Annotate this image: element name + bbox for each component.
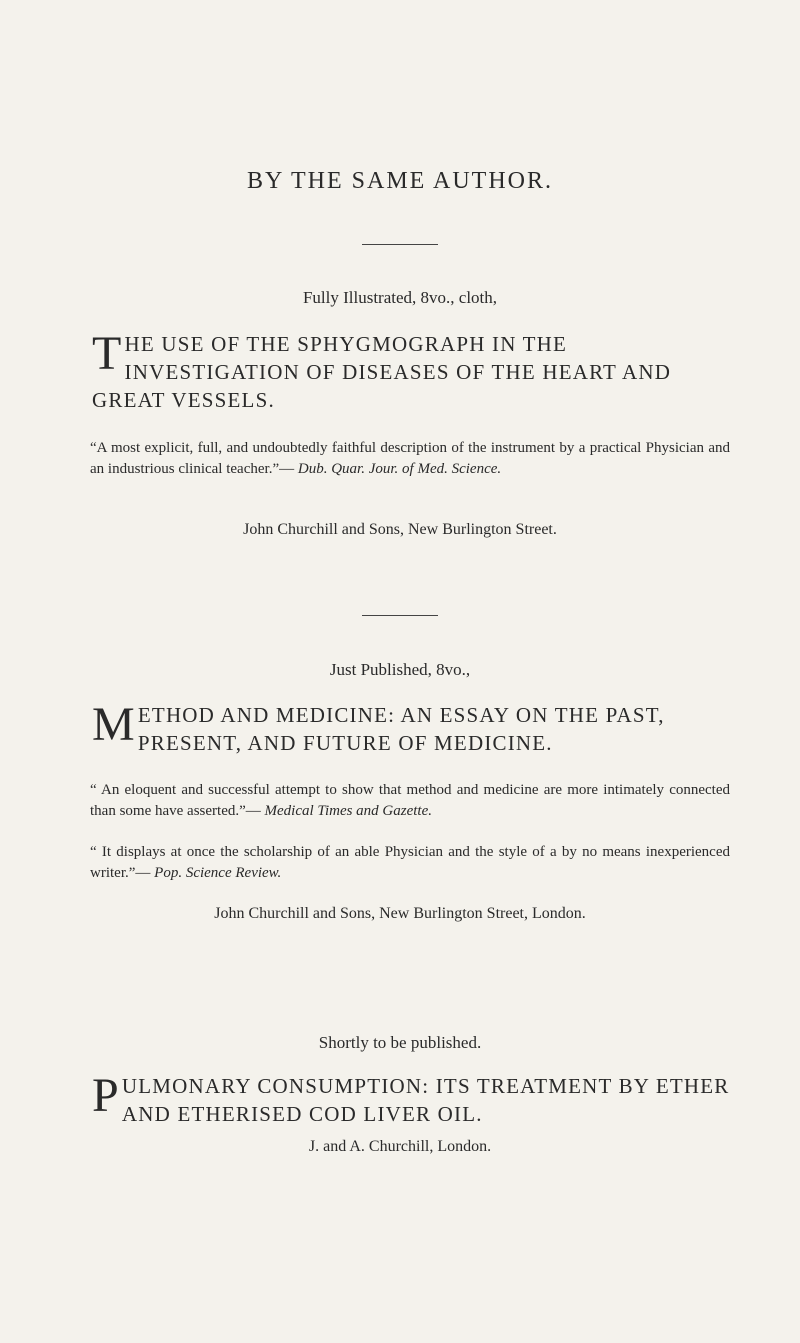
entry-1-drop-cap: T <box>92 327 123 380</box>
quote-text: “A most explicit, full, and undoubtedly faithful description of the instrument by a practical Physician and an industrious clinical teacher.”— <box>90 440 730 477</box>
entry-1-publisher: John Churchill and Sons, New Burlington Street. <box>243 521 557 538</box>
entry-3-intro: Shortly to be published. <box>318 1033 482 1052</box>
entry-1-title-text: HE USE OF THE SPHYGMOGRAPH IN THE INVESTIGATION OF DISEASES OF THE HEART AND GREAT VESSELS. <box>92 332 672 412</box>
quote-source: Pop. Science Review. <box>154 865 282 881</box>
divider-rule <box>362 244 438 245</box>
entry-2-title <box>92 698 732 757</box>
entry-2-drop-cap: M <box>92 698 136 751</box>
page-heading: BY THE SAME AUTHOR. <box>246 168 554 194</box>
quote-text: “ It displays at once the scholarship of an able Physician and the style of a by no means inexperienced writer.”— <box>90 844 730 881</box>
entry-3-publisher: J. and A. Churchill, London. <box>308 1138 492 1155</box>
entry-2-review-quote <box>90 780 730 822</box>
entry-1-title <box>92 327 732 414</box>
entry-3-title <box>92 1069 732 1128</box>
entry-1-intro: Fully Illustrated, 8vo., cloth, <box>302 288 498 307</box>
entry-2-intro: Just Published, 8vo., <box>329 660 471 679</box>
quote-text: “ An eloquent and successful attempt to show that method and medicine are more intimately connected than some have asserted.”— <box>90 782 730 819</box>
entry-2-review-quote <box>90 842 730 884</box>
entry-3-drop-cap: P <box>92 1069 120 1122</box>
entry-1-review-quote <box>90 438 730 480</box>
divider-rule <box>362 615 438 616</box>
entry-3-title-text: ULMONARY CONSUMPTION: ITS TREATMENT BY ETHER AND ETHERISED COD LIVER OIL. <box>121 1074 730 1126</box>
entry-2-publisher: John Churchill and Sons, New Burlington Street, London. <box>214 905 586 922</box>
entry-2-title-text: ETHOD AND MEDICINE: AN ESSAY ON THE PAST, PRESENT, AND FUTURE OF MEDICINE. <box>137 703 665 755</box>
quote-source: Medical Times and Gazette. <box>264 803 433 819</box>
quote-source: Dub. Quar. Jour. of Med. Science. <box>297 461 502 477</box>
